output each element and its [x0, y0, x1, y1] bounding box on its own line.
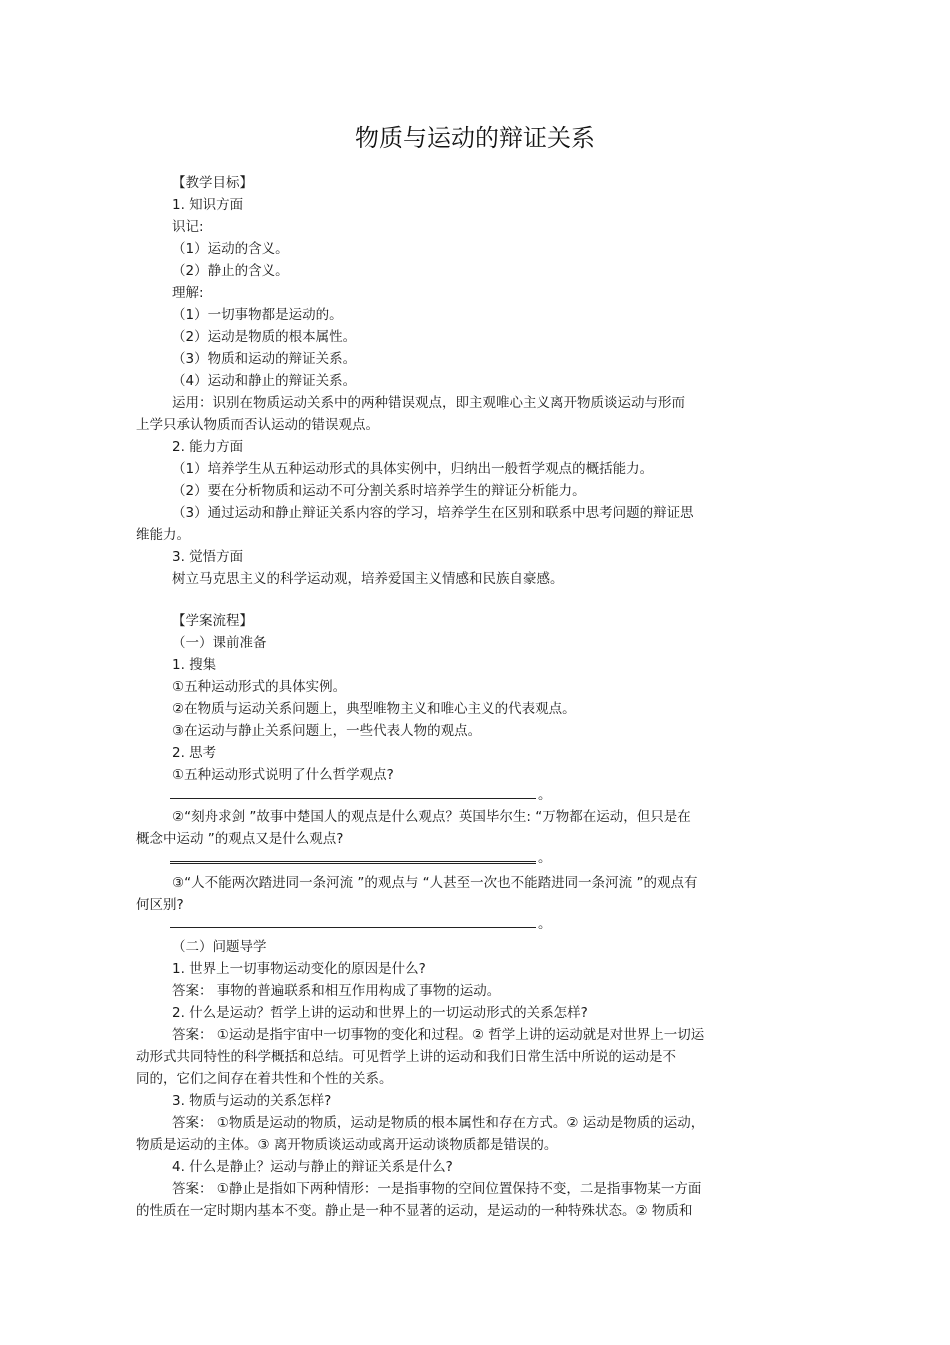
text-line: （3）通过运动和静止辩证关系内容的学习，培养学生在区别和联系中思考问题的辩证思 — [172, 505, 694, 521]
text-line: 同的，它们之间存在着共性和个性的关系。 — [136, 1071, 393, 1087]
text-line: 理解: — [172, 285, 204, 301]
text-line: ①五种运动形式说明了什么哲学观点? — [172, 767, 394, 783]
text-line: 2. 什么是运动？哲学上讲的运动和世界上的一切运动形式的关系怎样? — [172, 1005, 588, 1021]
text-line: （2）运动是物质的根本属性。 — [172, 329, 357, 345]
text-line: 1. 知识方面 — [172, 197, 244, 213]
text-line: 3. 觉悟方面 — [172, 549, 244, 565]
text-line: 的性质在一定时期内基本不变。静止是一种不显著的运动，是运动的一种特殊状态。② 物质和 — [136, 1203, 693, 1219]
text-line: 答案： ①静止是指如下两种情形：一是指事物的空间位置保持不变，二是指事物某一方面 — [172, 1181, 702, 1197]
text-line: 何区别? — [136, 897, 184, 913]
text-line: 2. 能力方面 — [172, 439, 244, 455]
answer-blank-period: 。 — [538, 787, 552, 803]
text-line: 识记: — [172, 219, 204, 235]
text-line: 运用：识别在物质运动关系中的两种错误观点，即主观唯心主义离开物质谈运动与形而 — [172, 395, 685, 411]
text-line: 1. 世界上一切事物运动变化的原因是什么? — [172, 961, 426, 977]
text-line: （2）要在分析物质和运动不可分割关系时培养学生的辩证分析能力。 — [172, 483, 586, 499]
text-line: 答案： 事物的普遍联系和相互作用构成了事物的运动。 — [172, 983, 501, 999]
text-line: ②“刻舟求剑 ”故事中楚国人的观点是什么观点？英国毕尔生: “万物都在运动，但只是在 — [172, 809, 691, 825]
text-line: （4）运动和静止的辩证关系。 — [172, 373, 357, 389]
text-line: 树立马克思主义的科学运动观，培养爱国主义情感和民族自豪感。 — [172, 571, 564, 587]
text-line: ③在运动与静止关系问题上，一些代表人物的观点。 — [172, 723, 482, 739]
text-line: （1）运动的含义。 — [172, 241, 289, 257]
text-line: 3. 物质与运动的关系怎样? — [172, 1093, 332, 1109]
answer-blank-line[interactable] — [170, 927, 536, 928]
text-line: ②在物质与运动关系问题上，典型唯物主义和唯心主义的代表观点。 — [172, 701, 576, 717]
answer-blank-line[interactable] — [170, 861, 536, 864]
answer-blank-period: 。 — [538, 850, 552, 866]
text-line: 动形式共同特性的科学概括和总结。可见哲学上讲的运动和我们日常生活中所说的运动是不 — [136, 1049, 676, 1065]
text-line: （一）课前准备 — [172, 635, 267, 651]
text-line: 2. 思考 — [172, 745, 217, 761]
text-line: 【教学目标】 — [172, 175, 253, 191]
text-line: 维能力。 — [136, 527, 190, 543]
document-title: 物质与运动的辩证关系 — [355, 124, 595, 152]
text-line: （1）培养学生从五种运动形式的具体实例中，归纳出一般哲学观点的概括能力。 — [172, 461, 654, 477]
text-line: 上学只承认物质而否认运动的错误观点。 — [136, 417, 379, 433]
text-line: 1. 搜集 — [172, 657, 217, 673]
text-line: （二）问题导学 — [172, 939, 267, 955]
text-line: ③“人不能两次踏进同一条河流 ”的观点与 “人甚至一次也不能踏进同一条河流 ”的观点有 — [172, 875, 698, 891]
text-line: 概念中运动 ”的观点又是什么观点? — [136, 831, 344, 847]
text-line: （3）物质和运动的辩证关系。 — [172, 351, 357, 367]
answer-blank-period: 。 — [538, 916, 552, 932]
answer-blank-line[interactable] — [170, 798, 536, 799]
text-line: （1）一切事物都是运动的。 — [172, 307, 343, 323]
text-line: （2）静止的含义。 — [172, 263, 289, 279]
text-line: 物质是运动的主体。③ 离开物质谈运动或离开运动谈物质都是错误的。 — [136, 1137, 558, 1153]
text-line: 【学案流程】 — [172, 613, 253, 629]
text-line: 4. 什么是静止？运动与静止的辩证关系是什么? — [172, 1159, 453, 1175]
text-line: 答案： ①运动是指宇宙中一切事物的变化和过程。② 哲学上讲的运动就是对世界上一切运 — [172, 1027, 705, 1043]
text-line: 答案： ①物质是运动的物质，运动是物质的根本属性和存在方式。② 运动是物质的运动， — [172, 1115, 705, 1131]
text-line: ①五种运动形式的具体实例。 — [172, 679, 347, 695]
